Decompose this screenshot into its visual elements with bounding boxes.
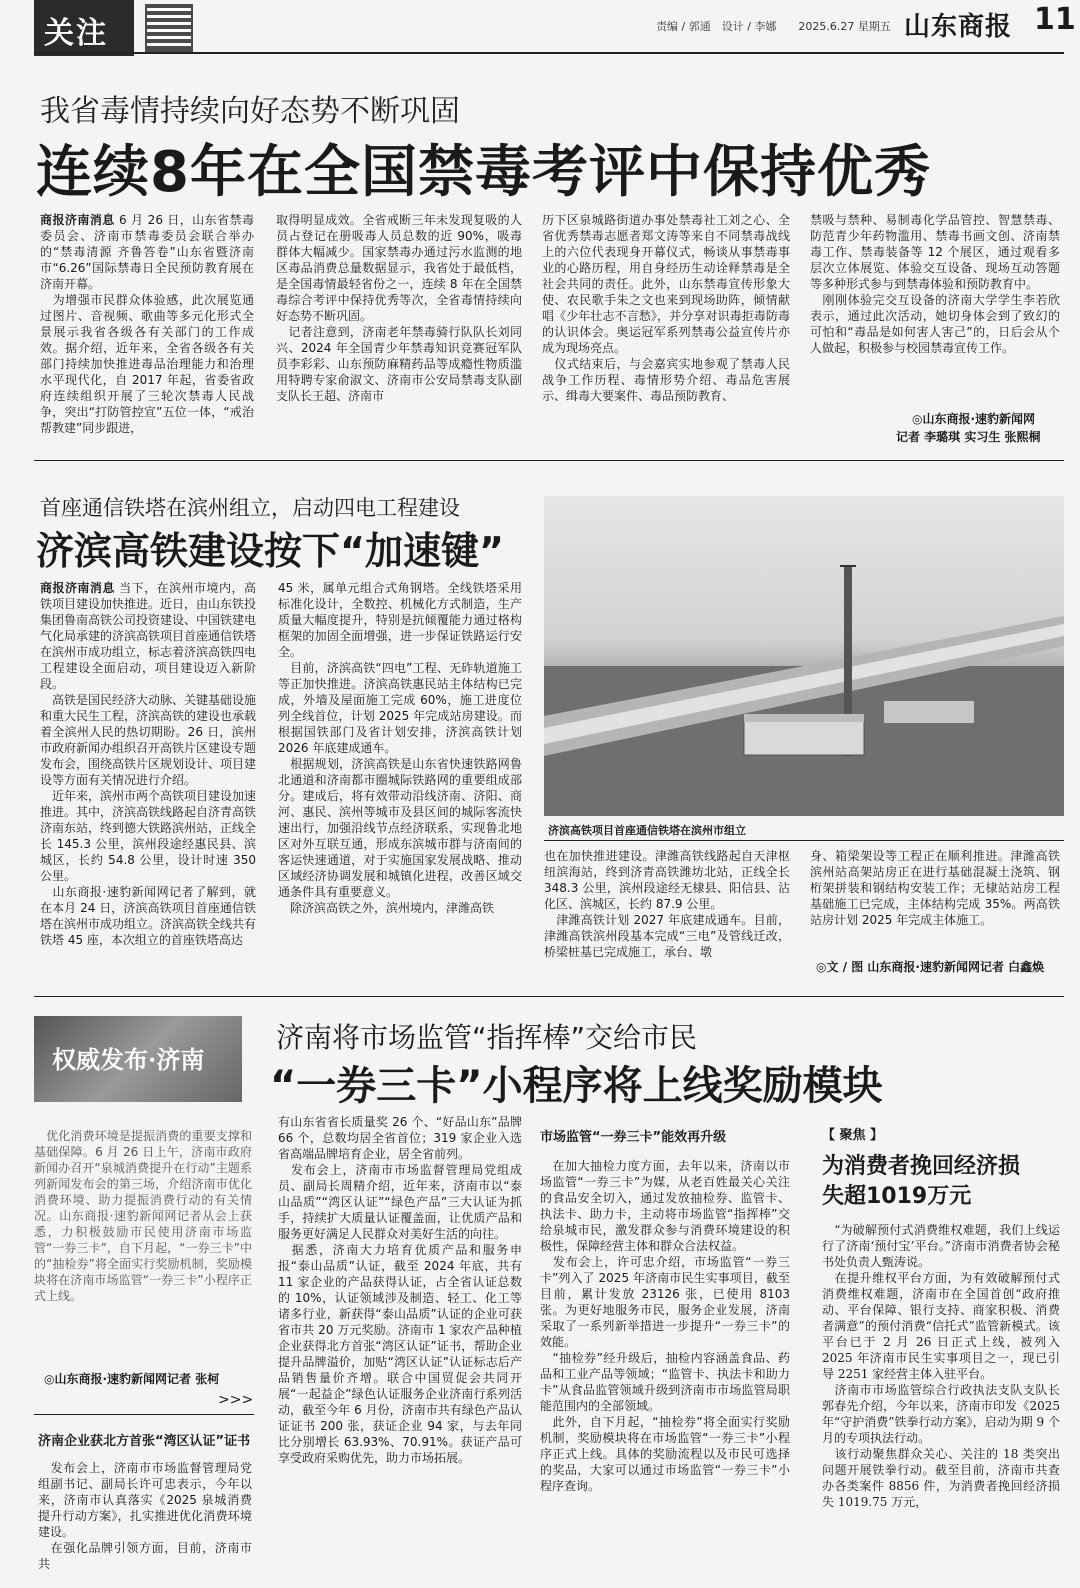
article1-text-2: 取得明显成效。全省戒断三年未发现复吸的人员占登记在册吸毒人员总数的近 90%，吸毒群体大幅减少。国家禁毒办通过污水监测的地区毒品消费总量数据显示，我省处于最低档，是全国毒情最轻省份之一，连续 8 年在全国禁毒综合考评中保持优秀等次，全省毒情持续向好态势不断巩固。 记者注意到，济南老年禁毒骑行队队长刘同兴、2024 年全国青少年禁毒知识竞赛冠军队员李彩彩、山东预防麻精药品等成瘾性物质滥用特聘专家俞淑文、济南市公安局禁毒支队副支队长王超、济南市 — [276, 213, 522, 403]
sub1-rule — [34, 1414, 254, 1415]
article1-text-1: 6 月 26 日，山东省禁毒委员会、济南市禁毒委员会联合举办的“禁毒清源 齐鲁答卷”山东省暨济南市“6.26”国际禁毒日全民预防教育展在济南开幕。 为增强市民群众体验感，此次展览通过图片、音视频、歌曲等多元化形式全景展示我省各级各有关部门的工作成效。据介绍，近年来，全省各级各有关部门持续加快推进毒品治理能力和治理水平现代化，自 2017 年起，省委省政府连续组织开展了三轮次禁毒人民战争，突出“打防管控宣”五位一体，“戒治帮教建”同步跟进， — [40, 213, 254, 435]
header-rule — [34, 52, 1064, 54]
focus-title: 为消费者挽回经济损失超1019万元 — [822, 1154, 1021, 1209]
focus-label: 【 聚焦 】 — [822, 1128, 884, 1143]
more-arrow: >>> — [218, 1392, 254, 1408]
article2-text-2: 45 米，属单元组合式角钢塔。全线铁塔采用标准化设计，全数控、机械化方式制造，生产质量大幅度提升，特别是抗倾覆能力通过格构框架的加固全面增强，进一步保证铁路运行安全。 目前，济滨高铁“四电”工程、无砟轨道施工等正加快推进。济滨高铁惠民站主体结构已完成，外墙及屋面施工完成 60%，施工进度位列全线首位，计划 2025 年完成站房建设。而根据国铁部门及省计划安排，济滨高铁计划 2026 年底建成通车。 根据规划，济滨高铁是山东省快速铁路网鲁北通道和济南都市圈城际铁路网的重要组成部分。建成后，将有效带动沿线济南、济阳、商河、惠民、滨州等城市及县区间的城际客流快速出行，加强沿线节点经济联系，实现鲁北地区对外互联互通，形成东滨城市群与济南间的客运快速通道，对于实施国家发展战略、推动区域经济协调发展和城镇化进程，改善区域交通条件具有重要意义。 除济滨高铁之外，滨州境内，津潍高铁 — [278, 581, 522, 915]
section-title: 关注 — [44, 16, 108, 51]
article1-col4 — [810, 212, 1060, 408]
divider-2 — [34, 996, 1064, 997]
sub1-text: 发布会上，济南市市场监督管理局党组副书记、副局长许可忠表示，今年以来，济南市认真落实《2025 泉城消费提升行动方案》，扎实推进优化消费环境建设。 在强化品牌引领方面，目前，济南市共 — [38, 1461, 252, 1571]
article2-lead: 商报济南消息 — [40, 581, 115, 595]
article3-col3 — [540, 1158, 790, 1584]
sub2-title: 市场监管“一券三卡”能效再升级 — [540, 1130, 727, 1145]
article3-kicker: 济南将市场监管“指挥棒”交给市民 — [276, 1021, 698, 1054]
article1-kicker: 我省毒情持续向好态势不断巩固 — [40, 94, 460, 129]
article1-text-4: 禁吸与禁种、易制毒化学品管控、智慧禁毒、防范青少年药物滥用、禁毒书画文创、济南禁毒工作、禁毒装备等 12 个展区，通过观看多层次立体展览、体验交互设备、现场互动答题等多种形式参与到禁毒体验和预防教育中。 刚刚体验完交互设备的济南大学学生李若欣表示，通过此次活动，她切身体会到了致幻的可怕和“毒品是如何害人害己”的，日后会从个人做起，积极参与校园禁毒宣传工作。 — [810, 213, 1060, 355]
article1-text-3: 历下区泉城路街道办事处禁毒社工刘之心、全省优秀禁毒志愿者郑文涛等来自不同禁毒战线上的六位代表现身开幕仪式，畅谈从事禁毒事业的心路历程，用自身经历生动诠释禁毒是全社会共同的责任。此外，山东禁毒宣传形象大使、农民歌手朱之文也来到现场助阵，倾情献唱《少年壮志不言愁》，并分享对识毒拒毒防毒的认识体会。奥运冠军系列禁毒公益宣传片亦成为现场亮点。 仪式结束后，与会嘉宾实地参观了禁毒人民战争工作历程、毒情形势介绍、毒品危害展示、缉毒大要案件、毒品预防教育、 — [542, 213, 790, 403]
article2-col4 — [810, 848, 1060, 958]
article1-lead: 商报济南消息 — [40, 213, 115, 227]
railway-photo — [544, 496, 1064, 816]
paper-name: 山东商报 — [904, 12, 1013, 42]
header-meta: 责编 / 郭通 设计 / 李娜 2025.6.27 星期五 — [656, 20, 891, 33]
article2-col1 — [40, 580, 257, 947]
article3-text-3: 在加大抽检力度方面，去年以来，济南以市场监管“一券三卡”为媒，从老百姓最关心关注的食品安全切入，通过发放抽检券、监管卡、执法卡、助力卡，主动将市场监管“指挥棒”交给泉城市民，激发群众参与消费环境建设的积极性，保障经营主体和群众合法权益。 发布会上，许可忠介绍，市场监管“一券三卡”列入了 2025 年济南市民生实事项目，截至目前，累计发放 23126 张，已使用 8103 张。为更好地服务市民，服务企业发展，济南采取了一系列新举措进一步提升“一券三卡”的效能。 “抽检券”经升级后，抽检内容涵盖食品、药品和工业产品等领域；“监管卡、执法卡和助力卡”从食品监管领域升级到济南市市场监管局职能范围内的全部领域。 此外，自下月起，“抽检券”将全面实行奖励机制，奖励模块将在市场监管“一券三卡”小程序正式上线。具体的奖励流程以及市民可选择的奖品，大家可以通过市场监管“一券三卡”小程序查询。 — [540, 1159, 790, 1493]
article3-byline: ◎山东商报·速豹新闻网记者 张柯 — [44, 1372, 220, 1386]
divider-1 — [34, 460, 1064, 461]
article3-text-2: 有山东省省长质量奖 26 个、“好品山东”品牌 66 个，总数均居全省首位；319 家企业入选省高端品牌培育企业，居全省前列。 发布会上，济南市市场监督管理局党组成员、副局长周精介绍，近年来，济南市以“泰山品质”“湾区认证”“绿色产品”三大认证为抓手，持续扩大质量认证覆盖面，让优质产品和服务更好满足人民群众对美好生活的向往。 据悉，济南大力培育优质产品和服务申报“泰山品质”认证，截至 2024 年底，共有 11 家企业的产品获得认证，占全省认证总数的 10%，认证领域涉及制造、轻工、化工等诸多行业，新获得“泰山品质”认证的企业可获省市共 20 万元奖励。济南市 1 家农产品种植企业获得北方首张“湾区认证”证书，帮助企业提升品牌溢价，加贴“湾区认证”认证标志后产品销售量价齐增。联合中国贸促会共同开展“一起益企”绿色认证服务企业济南行系列活动，截至今年 6 月份，济南市共有绿色产品认证证书 200 张，获证企业 94 家，与去年同比分别增长 63.93%、70.91%。获证产品可享受政府采购优先，助力市场拓展。 — [278, 1115, 522, 1465]
article3-col4 — [822, 1222, 1060, 1584]
article2-headline: 济滨高铁建设按下“加速键” — [36, 529, 504, 573]
article1-byline2: 记者 李璐琪 实习生 张熙桐 — [896, 430, 1041, 444]
article2-text-4: 身、箱梁架设等工程正在顺利推进。津潍高铁滨州站高架站房正在进行基础混凝土浇筑、钢桁架拼装和钢结构安装工作；无棣站站房工程基础施工已完成，主体结构完成 35%。两高铁站房计划 2025 年完成主体施工。 — [810, 849, 1060, 927]
article1-col1 — [40, 212, 254, 448]
railway-scene-icon — [544, 496, 1064, 816]
article2-text-1: 当下，在滨州市境内，高铁项目建设加快推进。近日，由山东铁投集团鲁南高铁公司投资建设、中国铁建电气化局承建的济滨高铁项目首座通信铁塔在滨州市成功组立，标志着济滨高铁四电工程建设全面启动，项目建设迈入新阶段。 高铁是国民经济大动脉、关键基础设施和重大民生工程，济滨高铁的建设也承载着全滨州人民的热切期盼。26 日，滨州市政府新闻办组织召开高铁片区建设专题发布会，围绕高铁片区规划设计、项目建设等方面有关情况进行介绍。 近年来，滨州市两个高铁项目建设加速推进。其中，济滨高铁线路起自济青高铁济南东站，终到德大铁路滨州站，正线全长 145.3 公里，滨州段途经惠民县、滨城区，长约 54.8 公里，设计时速 350 公里。 山东商报·速豹新闻网记者了解到，就在本月 24 日，济滨高铁项目首座通信铁塔在滨州市成功组立。济滨高铁全线共有铁塔 45 座，本次组立的首座铁塔高达 — [40, 581, 257, 947]
article2-kicker: 首座通信铁塔在滨州组立，启动四电工程建设 — [40, 496, 460, 520]
article1-byline1: ◎山东商报·速豹新闻网 — [912, 412, 1036, 426]
photo-caption: 济滨高铁项目首座通信铁塔在滨州市组立 — [548, 824, 746, 837]
photo-rule — [544, 840, 1064, 841]
article1-col3 — [542, 212, 790, 448]
article2-text-3: 也在加快推进建设。津潍高铁线路起自天津枢纽滨海站，终到济青高铁潍坊北站，正线全长 348.3 公里，滨州段途经无棣县、阳信县、沾化区、滨城区，长约 87.9 公里。 津潍高铁计划 2027 年底建成通车。目前，津潍高铁滨州段基本完成“三电”及管线迁改，桥梁桩基已完成施工，承台、墩 — [544, 849, 790, 959]
article2-byline: ◎文 / 图 山东商报·速豹新闻网记者 白鑫焕 — [816, 960, 1045, 974]
article3-intro-col — [34, 1128, 252, 1364]
article3-col2 — [278, 1114, 522, 1584]
article3-text-4: “为破解预付式消费维权难题，我们上线运行了济南‘预付宝’平台。”济南市消费者协会秘书处负责人甄涛说。 在提升维权平台方面，为有效破解预付式消费维权难题，济南市在全国首创“政府推动、平台保障、银行支持、商家积极、消费者满意”的预付消费“信托式”监管新模式。该平台已于 2 月 26 日正式上线，被列入 2025 年济南市民生实事项目之一，现已引导 2251 家经营主体入驻平台。 济南市市场监管综合行政执法支队支队长郭春先介绍，今年以来，济南市印发《2025 年“守护消费”铁拳行动方案》，启动为期 9 个月的专项执法行动。 该行动聚焦群众关心、关注的 18 类突出问题开展铁拳行动。截至目前，济南市共查办各类案件 8856 件，为消费者挽回经济损失 1019.75 万元， — [822, 1223, 1060, 1509]
article3-headline: “一券三卡”小程序将上线奖励模块 — [270, 1063, 883, 1109]
sub1-title: 济南企业获北方首张“湾区认证”证书 — [38, 1434, 251, 1449]
page-number: 11 — [1034, 2, 1076, 37]
qr-code — [145, 4, 193, 52]
article2-col3 — [544, 848, 790, 974]
article2-col2 — [278, 580, 522, 914]
article1-headline: 连续8年在全国禁毒考评中保持优秀 — [36, 140, 931, 205]
sub1-col — [38, 1460, 252, 1584]
article3-intro: 优化消费环境是提振消费的重要支撑和基础保障。6 月 26 日上午，济南市政府新闻办召开“泉城消费提升在行动”主题系列新闻发布会的第三场，介绍济南市优化消费环境、助力提振消费行动的有关情况。山东商报·速豹新闻网记者从会上获悉，力积极鼓励市民使用济南市场监管“一券三卡”，自下月起，“一券三卡”中的“抽检券”将全面实行奖励机制，奖励模块将在济南市场监管“一券三卡”小程序正式上线。 — [34, 1129, 252, 1303]
badge-label: 权威发布·济南 — [52, 1045, 205, 1074]
article1-col2 — [276, 212, 522, 448]
